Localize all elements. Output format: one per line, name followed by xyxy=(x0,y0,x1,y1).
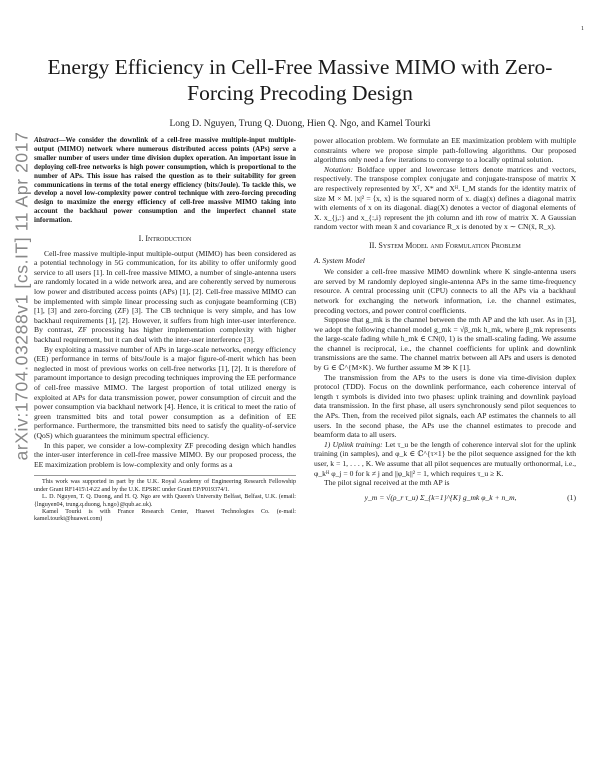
intro-paragraph-2: By exploiting a massive number of APs in large-scale networks, energy efficiency (EE) performance in terms of bits/Joule is a major figure-of-merit which has been neglected in most of previous works on cell-free networks [1], [2]. It is therefore of paramount importance to design precoding techniques improving the EE performance of cell-free massive MIMO. The largest proportion of total utilized energy is exploited at APs for data transmission power, power consumption of circuit and the power consumption via backhaul network [4]. Hence, it is critical to meet the ratio of green transmitted bits and total power consumption as a definition of EE performance. Furthermore, the transmitted bits need to satisfy the quality-of-service (QoS) which guarantees the minimum spectral efficiency. xyxy=(34,344,296,440)
right-column xyxy=(314,136,576,502)
subsection-heading-system-model: A. System Model xyxy=(314,255,365,265)
notation-paragraph xyxy=(314,165,576,232)
pilot-signal-paragraph: The pilot signal received at the mth AP is xyxy=(324,478,450,488)
system-model-paragraph-2: Suppose that g_mk is the channel between the mth AP and the kth user. As in [3], we adopt the following channel model g_mk = √β_mk h_mk, where β_mk represents the large-scale fading while h_mk ∈ CN(0, 1) is the small-scaling fading. We assume the channel is reciprocal, i.e., the channel coefficients for uplink and downlink transmissions are the same. The channel matrix between all APs and users is denoted by G ∈ ℂ^{M×K}. We further assume M ≫ K [1]. xyxy=(314,315,576,373)
section-heading-introduction: I. Introduction xyxy=(138,234,192,244)
left-column xyxy=(34,136,296,524)
right-paragraph-1: power allocation problem. We formulate an EE maximization problem with multiple constraints where we propose simple path-following algorithms. Our proposed algorithms only need a few iterations to converge to a locally optimal solution. xyxy=(314,136,576,165)
paper-authors: Long D. Nguyen, Trung Q. Duong, Hien Q. Ngo, and Kamel Tourki xyxy=(169,118,431,129)
notation-text: Boldface upper and lowercase letters denote matrices and vectors, respectively. The transpose complex conjugate and conjugate-transpose of matrix X are respectively represented by Xᵀ, X* and Xᴴ. I_M stands for the identity matrix of size M × M. |x|² = ⟨x, x⟩ is the squared norm of x. diag(x) defines a diagonal matrix with elements of x on its diagonal. diag(X) denotes a vector of diagonal elements of X. x_{j,:} and x_{:,i} represent the jth column and ith row of matrix X. A Gaussian random vector with mean x̄ and covariance R_x is denoted by x ∼ CN(x̄, R_x). xyxy=(314,164,576,232)
footnote-funding: This work was supported in part by the U.K. Royal Academy of Engineering Research Fellowship under Grant RF1415\14\22 and by the U.K. EPSRC under Grant EP/P019374/1. xyxy=(34,479,296,493)
uplink-training-label: 1) Uplink training: xyxy=(324,439,383,449)
uplink-training-text: Let τ_u be the length of coherence interval slot for the uplink training (in samples), and φ_k ∈ ℂ^{τ×1} be the pilot sequence assigned for the kth user, k = 1, . . . , K. We assume that all pilot sequences are mutually orthonormal, i.e., φ_kᴴ φ_j = 0 for k ≠ j and ||φ_k||² = 1, which requires τ_u ≥ K. xyxy=(314,439,576,478)
uplink-training-paragraph xyxy=(314,440,576,478)
page-number: 1 xyxy=(581,26,584,32)
section-heading-system-model: II. System Model and Formulation Problem xyxy=(369,240,521,250)
equation-1-number: (1) xyxy=(567,492,576,502)
intro-paragraph-1: Cell-free massive multiple-input multiple-output (MIMO) has been considered as a potential technology in 5G communication, for its ability to offer uniformly good service to all users [1]. In cell-free massive MIMO, a number of single-antenna users are randomly located in a wide network area, and are coherently served by numerous low power and distributed access points (APs) [1], [2]. Cell-free massive MIMO can be implemented with simple linear processing such as conjugate beamforming (CB) [1], [3] and zero-forcing (ZF) [3]. The CB technique is very simple, and has low backhaul requirements [1], [2]. However, it suffers from high inter-user interference. By contrast, ZF processing has higher implementation complexity with higher backhaul requirement, but it can deal with the inter-user interference [3]. xyxy=(34,248,296,344)
abstract-text: —We consider the downlink of a cell-free massive multiple-input multiple-output (MIMO) network where numerous distributed access points (APs) serve a smaller number of users under time division duplex operation. An important issue in deploying cell-free networks is high power consumption, which is proportional to the number of APs. This issue has raised the question as to their suitability for green communications in terms of the total energy efficiency (bits/Joule). To tackle this, we develop a novel low-complexity power control technique with zero-forcing precoding design to maximize the energy efficiency of cell-free massive MIMO taking into account the backhaul power consumption and the imperfect channel state information. xyxy=(34,136,296,225)
footnote-affiliation-qub: L. D. Nguyen, T. Q. Duong, and H. Q. Ngo are with Queen's University Belfast, Belfast, U.K. (email: {lnguyen04, trung.q.duong, h.ngo}@qub.ac.uk). xyxy=(34,494,296,508)
system-model-paragraph-1: We consider a cell-free massive MIMO downlink where K single-antenna users are served by M randomly deployed single-antenna APs in the same time-frequency resource. A central processing unit (CPU) connects to all the APs via a backhaul network for exchanging the network information, i.e. the channel estimates, precoding vectors, and power control coefficients. xyxy=(314,267,576,315)
system-model-paragraph-3: The transmission from the APs to the users is done via time-division duplex protocol (TDD). Focus on the downlink performance, each coherence interval of length τ symbols is divided into two phases: uplink training and downlink payload data transmission. In the first phase, all users synchronously send pilot sequences to the APs. Then, from the received pilot signals, each AP estimates the channels to all users. In the second phase, the APs use the channel estimates to precode and beamform data to all users. xyxy=(314,372,576,440)
paper-title: Energy Efficiency in Cell-Free Massive MIMO with Zero-Forcing Precoding Design xyxy=(47,55,553,105)
footnotes xyxy=(34,475,296,523)
abstract-label: Abstract xyxy=(34,136,59,144)
footnote-affiliation-huawei: Kamel Tourki is with France Research Center, Huawei Technologies Co. (e-mail: kamel.tourki@huawei.com) xyxy=(34,508,296,523)
equation-1-expression: y_m = √(ρ_r τ_u) Σ_{k=1}^{K} g_mk φ_k + n_m, xyxy=(364,492,517,502)
arxiv-identifier: arXiv:1704.03288v1 [cs.IT] 11 Apr 2017 xyxy=(11,131,32,461)
equation-1 xyxy=(314,493,576,503)
abstract xyxy=(34,136,296,225)
notation-label: Notation: xyxy=(324,164,354,174)
intro-paragraph-3: In this paper, we consider a low-complexity ZF precoding design which handles the inter-user interference in cell-free massive MIMO. By our proposed process, the EE maximization problem is low-complexity and only forms as a xyxy=(34,440,296,469)
